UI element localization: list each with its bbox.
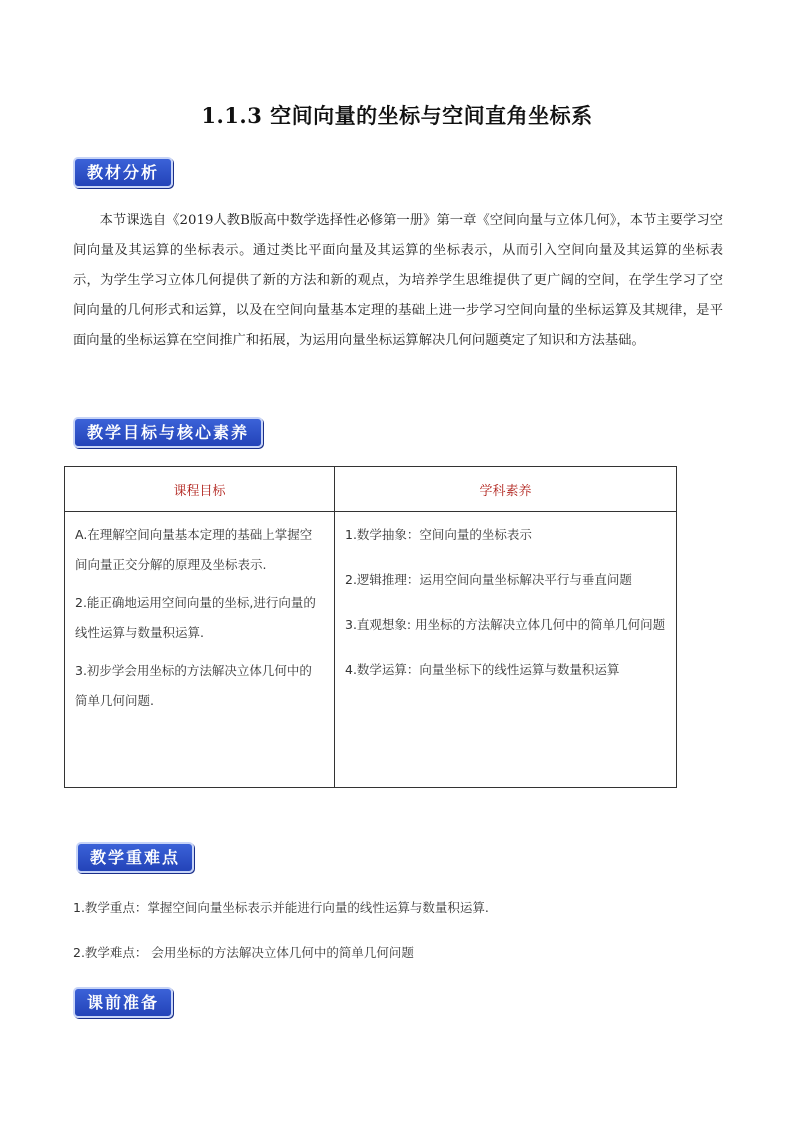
literacy-item: 1.数学抽象：空间向量的坐标表示 [345, 527, 532, 542]
literacy-item: 3.直观想象: 用坐标的方法解决立体几何中的简单几何问题 [345, 617, 666, 632]
section-badge-analysis: 教材分析 [73, 157, 173, 188]
table-header-row [65, 467, 677, 512]
difficult-point-text: 2.教学难点： 会用坐标的方法解决立体几何中的简单几何问题 [73, 945, 414, 960]
key-point-text: 1.教学重点：掌握空间向量坐标表示并能进行向量的线性运算与数量积运算. [73, 900, 489, 915]
analysis-paragraph: 本节课选自《2019人教B版高中数学选择性必修第一册》第一章《空间向量与立体几何》，本节主要学习空间向量及其运算的坐标表示。通过类比平面向量及其运算的坐标表示，从而引入空间向量及其运算的坐标表示，为学生学习立体几何提供了新的方法和新的观点，为培养学生思维提供了更广阔的空间，在学生学习了空间向量的几何形式和运算，以及在空间向量基本定理的基础上进一步学习空间向量的坐标运算及其规律，是平面向量的坐标运算在空间推广和拓展，为运用向量坐标运算解决几何问题奠定了知识和方法基础。 [73, 213, 723, 348]
literacy-item: 2.逻辑推理：运用空间向量坐标解决平行与垂直问题 [345, 572, 632, 587]
literacy-item: 4.数学运算：向量坐标下的线性运算与数量积运算 [345, 662, 620, 677]
literacy-cell [335, 512, 677, 788]
goals-table [64, 466, 677, 788]
section-badge-preparation: 课前准备 [73, 987, 173, 1018]
course-goal-item: 3.初步学会用坐标的方法解决立体几何中的简单几何问题. [75, 663, 312, 708]
section-badge-goals: 教学目标与核心素养 [73, 417, 263, 448]
table-row [65, 512, 677, 788]
course-goal-item: 2.能正确地运用空间向量的坐标,进行向量的线性运算与数量积运算. [75, 595, 316, 640]
table-header-literacy: 学科素养 [335, 467, 677, 512]
page-title: 1.1.3 空间向量的坐标与空间直角坐标系 [201, 103, 593, 128]
course-goals-cell [65, 512, 335, 788]
course-goal-item: A.在理解空间向量基本定理的基础上掌握空间向量正交分解的原理及坐标表示. [75, 527, 313, 572]
section-badge-difficulties: 教学重难点 [76, 842, 194, 873]
table-header-course-goals: 课程目标 [65, 467, 335, 512]
